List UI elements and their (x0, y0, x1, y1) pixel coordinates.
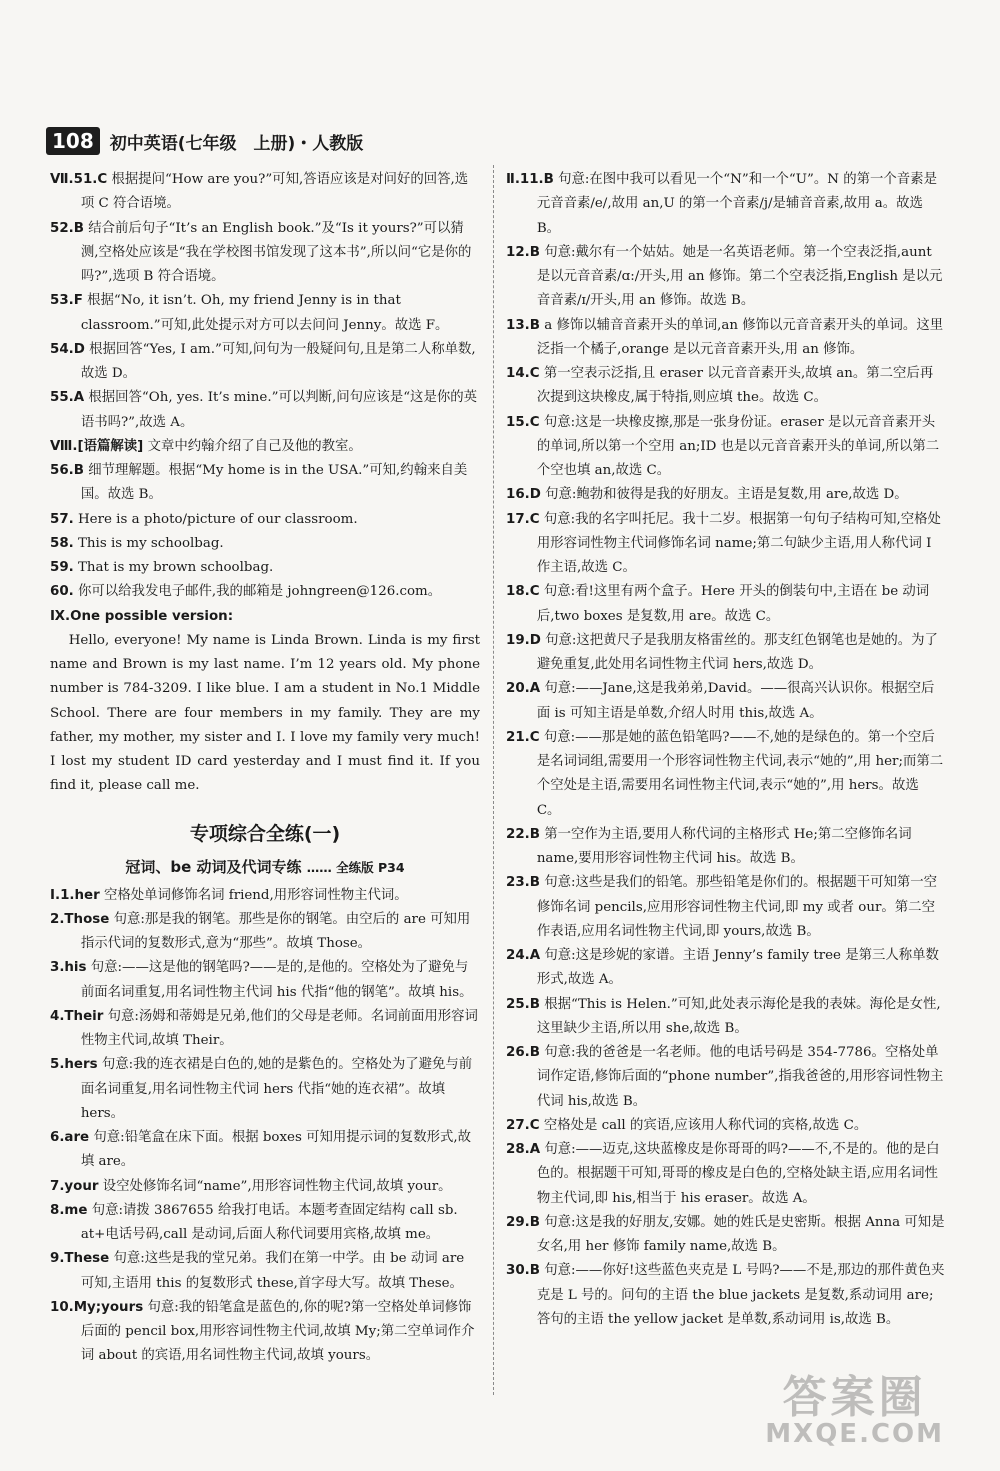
answer-number: 3.his (50, 960, 87, 976)
answer-text: a 修饰以辅音音素开头的单词,an 修饰以元音音素开头的单词。这里泛指一个橘子,orange 是以元音音素开头,用 an 修饰。 (536, 317, 944, 357)
answer-number: 24.A (506, 948, 541, 963)
answer-item (50, 168, 480, 217)
answer-number: Ⅱ.11.B (506, 172, 554, 187)
answer-text: 句意:那是我的钢笔。那些是你的钢笔。由空后的 are 可知用指示代词的复数形式,意为“那些”。故填 Those。 (80, 911, 471, 951)
column-divider (493, 165, 494, 1395)
answer-text: 句意:——这是他的钢笔吗?——是的,是他的。空格处为了避免与前面名词重复,用名词性物主代词 his 代指“他的钢笔”。故填 his。 (80, 960, 473, 1000)
answer-text: 句意:这些是我们的铅笔。那些铅笔是你们的。根据题干可知第一空修饰名词 pencils,应用形容词性物主代词,即 my 或者 our。第二空作表语,应用名词性物主代词,即 yours,故选 B。 (536, 875, 938, 939)
answer-number: Ⅸ.One possible version: (50, 608, 234, 624)
answer-item (506, 823, 946, 872)
answer-item (506, 1211, 946, 1260)
answer-text: 句意:看!这里有两个盒子。Here 开头的倒装句中,主语在 be 动词后,two boxes 是复数,用 are。故选 C。 (536, 584, 930, 624)
answer-text: This is my schoolbag. (78, 535, 224, 551)
answer-item (50, 956, 480, 1005)
answer-number: 16.D (506, 487, 541, 503)
answer-text: 句意:这些是我的堂兄弟。我们在第一中学。由 be 动词 are 可知,主语用 this 的复数形式 these,首字母大写。故填 These。 (80, 1251, 465, 1291)
watermark-line1: 答案圈 (782, 1372, 927, 1423)
answer-text: 设空处修饰名词“name”,用形容词性物主代词,故填 your。 (102, 1178, 452, 1194)
answer-text: 根据回答“Yes, I am.”可知,问句为一般疑问句,且是第二人称单数,故选 D。 (80, 341, 476, 381)
answer-item (506, 314, 946, 363)
answer-text: 句意:这把黄尺子是我朋友格雷丝的。那支红色钢笔也是她的。为了避免重复,此处用名词性物主代词 hers,故选 D。 (536, 632, 938, 672)
answer-number: 17.C (506, 511, 540, 527)
answer-text: 句意:这是一块橡皮擦,那是一张身份证。eraser 是以元音音素开头的单词,所以第一个空用 an;ID 也是以元音音素开头的单词,所以第二个空也填 an,故选 C。 (536, 414, 940, 478)
answer-number: 22.B (506, 826, 540, 842)
answer-item (50, 1296, 480, 1369)
answer-item (506, 1041, 946, 1114)
answer-item (506, 726, 946, 823)
answer-item (506, 993, 946, 1042)
answer-text: 文章中约翰介绍了自己及他的教室。 (147, 438, 362, 454)
answer-number: 21.C (506, 729, 540, 745)
answer-item (506, 241, 946, 314)
answer-item (50, 532, 480, 556)
section-title: 专项综合全练(一) (189, 822, 341, 845)
answer-text: 你可以给我发电子邮件,我的邮箱是 johngreen@126.com。 (78, 584, 442, 600)
watermark-logo (765, 1361, 944, 1449)
left-column (50, 168, 480, 1369)
answer-item (50, 217, 480, 290)
section-subtitle (50, 855, 480, 880)
answer-item (506, 677, 946, 726)
answer-item (506, 168, 946, 241)
answer-text: 句意:鲍勃和彼得是我的好朋友。主语是复数,用 are,故选 D。 (545, 487, 908, 503)
answer-text: 空格处是 call 的宾语,应该用人称代词的宾格,故选 C。 (543, 1117, 868, 1133)
answer-text: 结合前后句子“It’s an English book.”及“Is it yours?”可以猜测,空格处应该是“我在学校图书馆发现了这本书”,所以问“它是你的吗?”,选项 B 符合语境。 (80, 220, 472, 284)
answer-text: 句意:我的爸爸是一名老师。他的电话号码是 354-7786。空格处单词作定语,修饰后面的“phone number”,指我爸爸的,用形容词性物主代词 his,故选 B。 (536, 1045, 944, 1109)
answer-number: Ⅶ.51.C (50, 172, 108, 187)
answer-number: 57. (50, 511, 74, 527)
page-number: 108 (46, 127, 100, 155)
answer-item (50, 1199, 480, 1248)
answer-item (506, 1259, 946, 1332)
answer-item (50, 386, 480, 435)
answer-text: 根据“No, it isn’t. Oh, my friend Jenny is in that classroom.”可知,此处提示对方可以去问问 Jenny。故选 F。 (80, 293, 449, 333)
answer-text: 句意:汤姆和蒂姆是兄弟,他们的父母是老师。名词前面用形容词性物主代词,故填 Their。 (80, 1008, 478, 1048)
answer-item (50, 338, 480, 387)
answer-item (506, 1138, 946, 1211)
answer-number: 4.Their (50, 1008, 104, 1024)
answer-number: 52.B (50, 220, 84, 236)
answer-text: 句意:这是我的好朋友,安娜。她的姓氏是史密斯。根据 Anna 可知是女名,用 her 修饰 family name,故选 B。 (536, 1214, 945, 1254)
answer-text: 根据提问“How are you?”可知,答语应该是对问好的回答,选项 C 符合语境。 (80, 172, 469, 212)
answer-number: 28.A (506, 1142, 541, 1157)
answer-item (50, 1126, 480, 1175)
answer-text: 句意:这是珍妮的家谱。主语 Jenny’s family tree 是第三人称单数形式,故选 A。 (536, 948, 939, 988)
answer-item (506, 629, 946, 678)
answer-item (506, 580, 946, 629)
answer-text: 第一空作为主语,要用人称代词的主格形式 He;第二空修饰名词 name,要用形容词性物主代词 his。故选 B。 (536, 826, 912, 866)
answer-number: 60. (50, 584, 74, 600)
answer-text: That is my brown schoolbag. (78, 560, 274, 575)
answer-number: 5.hers (50, 1057, 98, 1073)
answer-number: 14.C (506, 366, 540, 381)
answer-number: 20.A (506, 681, 541, 697)
answer-item (50, 1005, 480, 1054)
answer-item (506, 508, 946, 581)
answer-list-left-2 (50, 884, 480, 1369)
answer-number: 58. (50, 535, 74, 551)
answer-item (50, 435, 480, 459)
answer-number: 10.My;yours (50, 1299, 144, 1315)
right-column (506, 168, 946, 1332)
answer-number: 23.B (506, 875, 540, 891)
answer-text: 句意:——迈克,这块蓝橡皮是你哥哥的吗?——不,不是的。他的是白色的。根据题干可知,哥哥的橡皮是白色的,空格处缺主语,应用名词性物主代词,即 his,相当于 his eraser。故选 A。 (536, 1142, 940, 1206)
answer-number: 2.Those (50, 911, 110, 927)
answer-number: 26.B (506, 1045, 540, 1060)
answer-number: 53.F (50, 293, 83, 309)
answer-item (50, 1175, 480, 1199)
answer-number: 6.are (50, 1130, 90, 1145)
answer-text: 句意:我的铅笔盒是蓝色的,你的呢?第一空格处单词修饰后面的 pencil box,用形容词性物主代词,故填 My;第二空单词作介词 about 的宾语,用名词性物主代词,故填 yours。 (80, 1299, 475, 1364)
answer-number: 9.These (50, 1251, 110, 1267)
answer-number: 27.C (506, 1117, 540, 1133)
answer-text: 第一空表示泛指,且 eraser 以元音音素开头,故填 an。第二空后再次提到这块橡皮,属于特指,则应填 the。故选 C。 (536, 366, 934, 406)
answer-text: 句意:戴尔有一个姑姑。她是一名英语老师。第一个空表泛指,aunt 是以元音音素/ɑ:/开头,用 an 修饰。第二个空表泛指,English 是以元音音素/ɪ/开头,用 an 修饰。故选 B。 (536, 244, 943, 309)
answer-item (50, 556, 480, 580)
answer-text: 句意:我的名字叫托尼。我十二岁。根据第一句句子结构可知,空格处用形容词性物主代词修饰名词 name;第二句缺少主语,用人称代词 I 作主语,故选 C。 (536, 511, 941, 575)
book-title: 初中英语(七年级 上册)・人教版 (109, 133, 364, 154)
answer-text: 句意:——那是她的蓝色铅笔吗?——不,她的是绿色的。第一个空后是名词词组,需要用一个形容词性物主代词,表示“她的”,用 her;而第二个空处是主语,需要用名词性物主代词,表示“她的”,用 hers。故选 C。 (536, 729, 944, 818)
answer-item (506, 944, 946, 993)
answer-number: Ⅷ.[语篇解读] (50, 438, 144, 454)
answer-number: 56.B (50, 463, 84, 478)
answer-number: 30.B (506, 1263, 540, 1279)
answer-number: 15.C (506, 414, 540, 430)
answer-number: 54.D (50, 341, 85, 357)
answer-item (50, 289, 480, 338)
section-page-ref: …… 全练版 P34 (306, 859, 405, 875)
answer-item (506, 362, 946, 411)
answer-text: 句意:——你好!这些蓝色夹克是 L 号吗?——不是,那边的那件黄色夹克是 L 号的。问句的主语 the blue jackets 是复数,系动词用 are;答句的主语 the yellow jacket 是单数,系动词用 is,故选 B。 (536, 1263, 945, 1327)
answer-item (50, 1053, 480, 1126)
answer-item (50, 884, 480, 908)
answer-number: 29.B (506, 1214, 540, 1230)
answer-text: 句意:铅笔盒在床下面。根据 boxes 可知用提示词的复数形式,故填 are。 (80, 1130, 472, 1170)
answer-number: 8.me (50, 1202, 88, 1218)
answer-item (506, 871, 946, 944)
watermark-line2: MXQE.COM (765, 1419, 944, 1449)
answer-item (50, 508, 480, 532)
answer-list-left (50, 168, 480, 629)
answer-text: 根据“This is Helen.”可知,此处表示海伦是我的表妹。海伦是女性,这里缺少主语,所以用 she,故选 B。 (536, 996, 941, 1036)
page-header (46, 124, 363, 158)
answer-text: 空格处单词修饰名词 friend,用形容词性物主代词。 (103, 887, 408, 903)
answer-item (506, 411, 946, 484)
answer-item (50, 580, 480, 604)
answer-item (506, 1114, 946, 1138)
answer-number: 12.B (506, 244, 540, 260)
answer-number: 7.your (50, 1178, 99, 1194)
essay-paragraph: Hello, everyone! My name is Linda Brown. Linda is my first name and Brown is my last name. I’m 12 years old. My phone number is 784-3209. I like blue. I am a student in No.1 Middle School. There are four members in my family. They are my father, my mother, my sister and I. I love my family very much! I lost my student ID card yesterday and I must find it. If you find it, please call me. (50, 632, 480, 794)
answer-text: 句意:我的连衣裙是白色的,她的是紫色的。空格处为了避免与前面名词重复,用名词性物主代词 hers 代指“她的连衣裙”。故填 hers。 (80, 1057, 473, 1121)
answer-item (50, 459, 480, 508)
answer-item (50, 908, 480, 957)
answer-number: Ⅰ.1.her (50, 887, 100, 903)
answer-text: 句意:在图中我可以看见一个“N”和一个“U”。N 的第一个音素是元音音素/e/,故用 an,U 的第一个音素/j/是辅音音素,故用 a。故选 B。 (536, 172, 937, 236)
answer-number: 25.B (506, 996, 540, 1012)
answer-text: 细节理解题。根据“My home is in the USA.”可知,约翰来自美国。故选 B。 (80, 463, 468, 503)
answer-item (506, 483, 946, 507)
section-subtitle-text: 冠词、be 动词及代词专练 (125, 857, 302, 876)
answer-item (50, 1247, 480, 1296)
answer-number: 19.D (506, 632, 541, 648)
answer-item (50, 605, 480, 629)
answer-text: 根据回答“Oh, yes. It’s mine.”可以判断,问句应该是“这是你的英语书吗?”,故选 A。 (80, 390, 478, 430)
answer-text: 句意:请拨 3867655 给我打电话。本题考查固定结构 call sb. at+电话号码,call 是动词,后面人称代词要用宾格,故填 me。 (80, 1202, 458, 1242)
answer-text: 句意:——Jane,这是我弟弟,David。——很高兴认识你。根据空后面 is 可知主语是单数,介绍人时用 this,故选 A。 (536, 681, 935, 721)
answer-text: Here is a photo/picture of our classroom. (78, 511, 358, 527)
answer-number: 59. (50, 560, 74, 575)
answer-number: 18.C (506, 584, 540, 600)
answer-number: 13.B (506, 317, 540, 333)
answer-list-right (506, 168, 946, 1332)
answer-number: 55.A (50, 390, 85, 406)
